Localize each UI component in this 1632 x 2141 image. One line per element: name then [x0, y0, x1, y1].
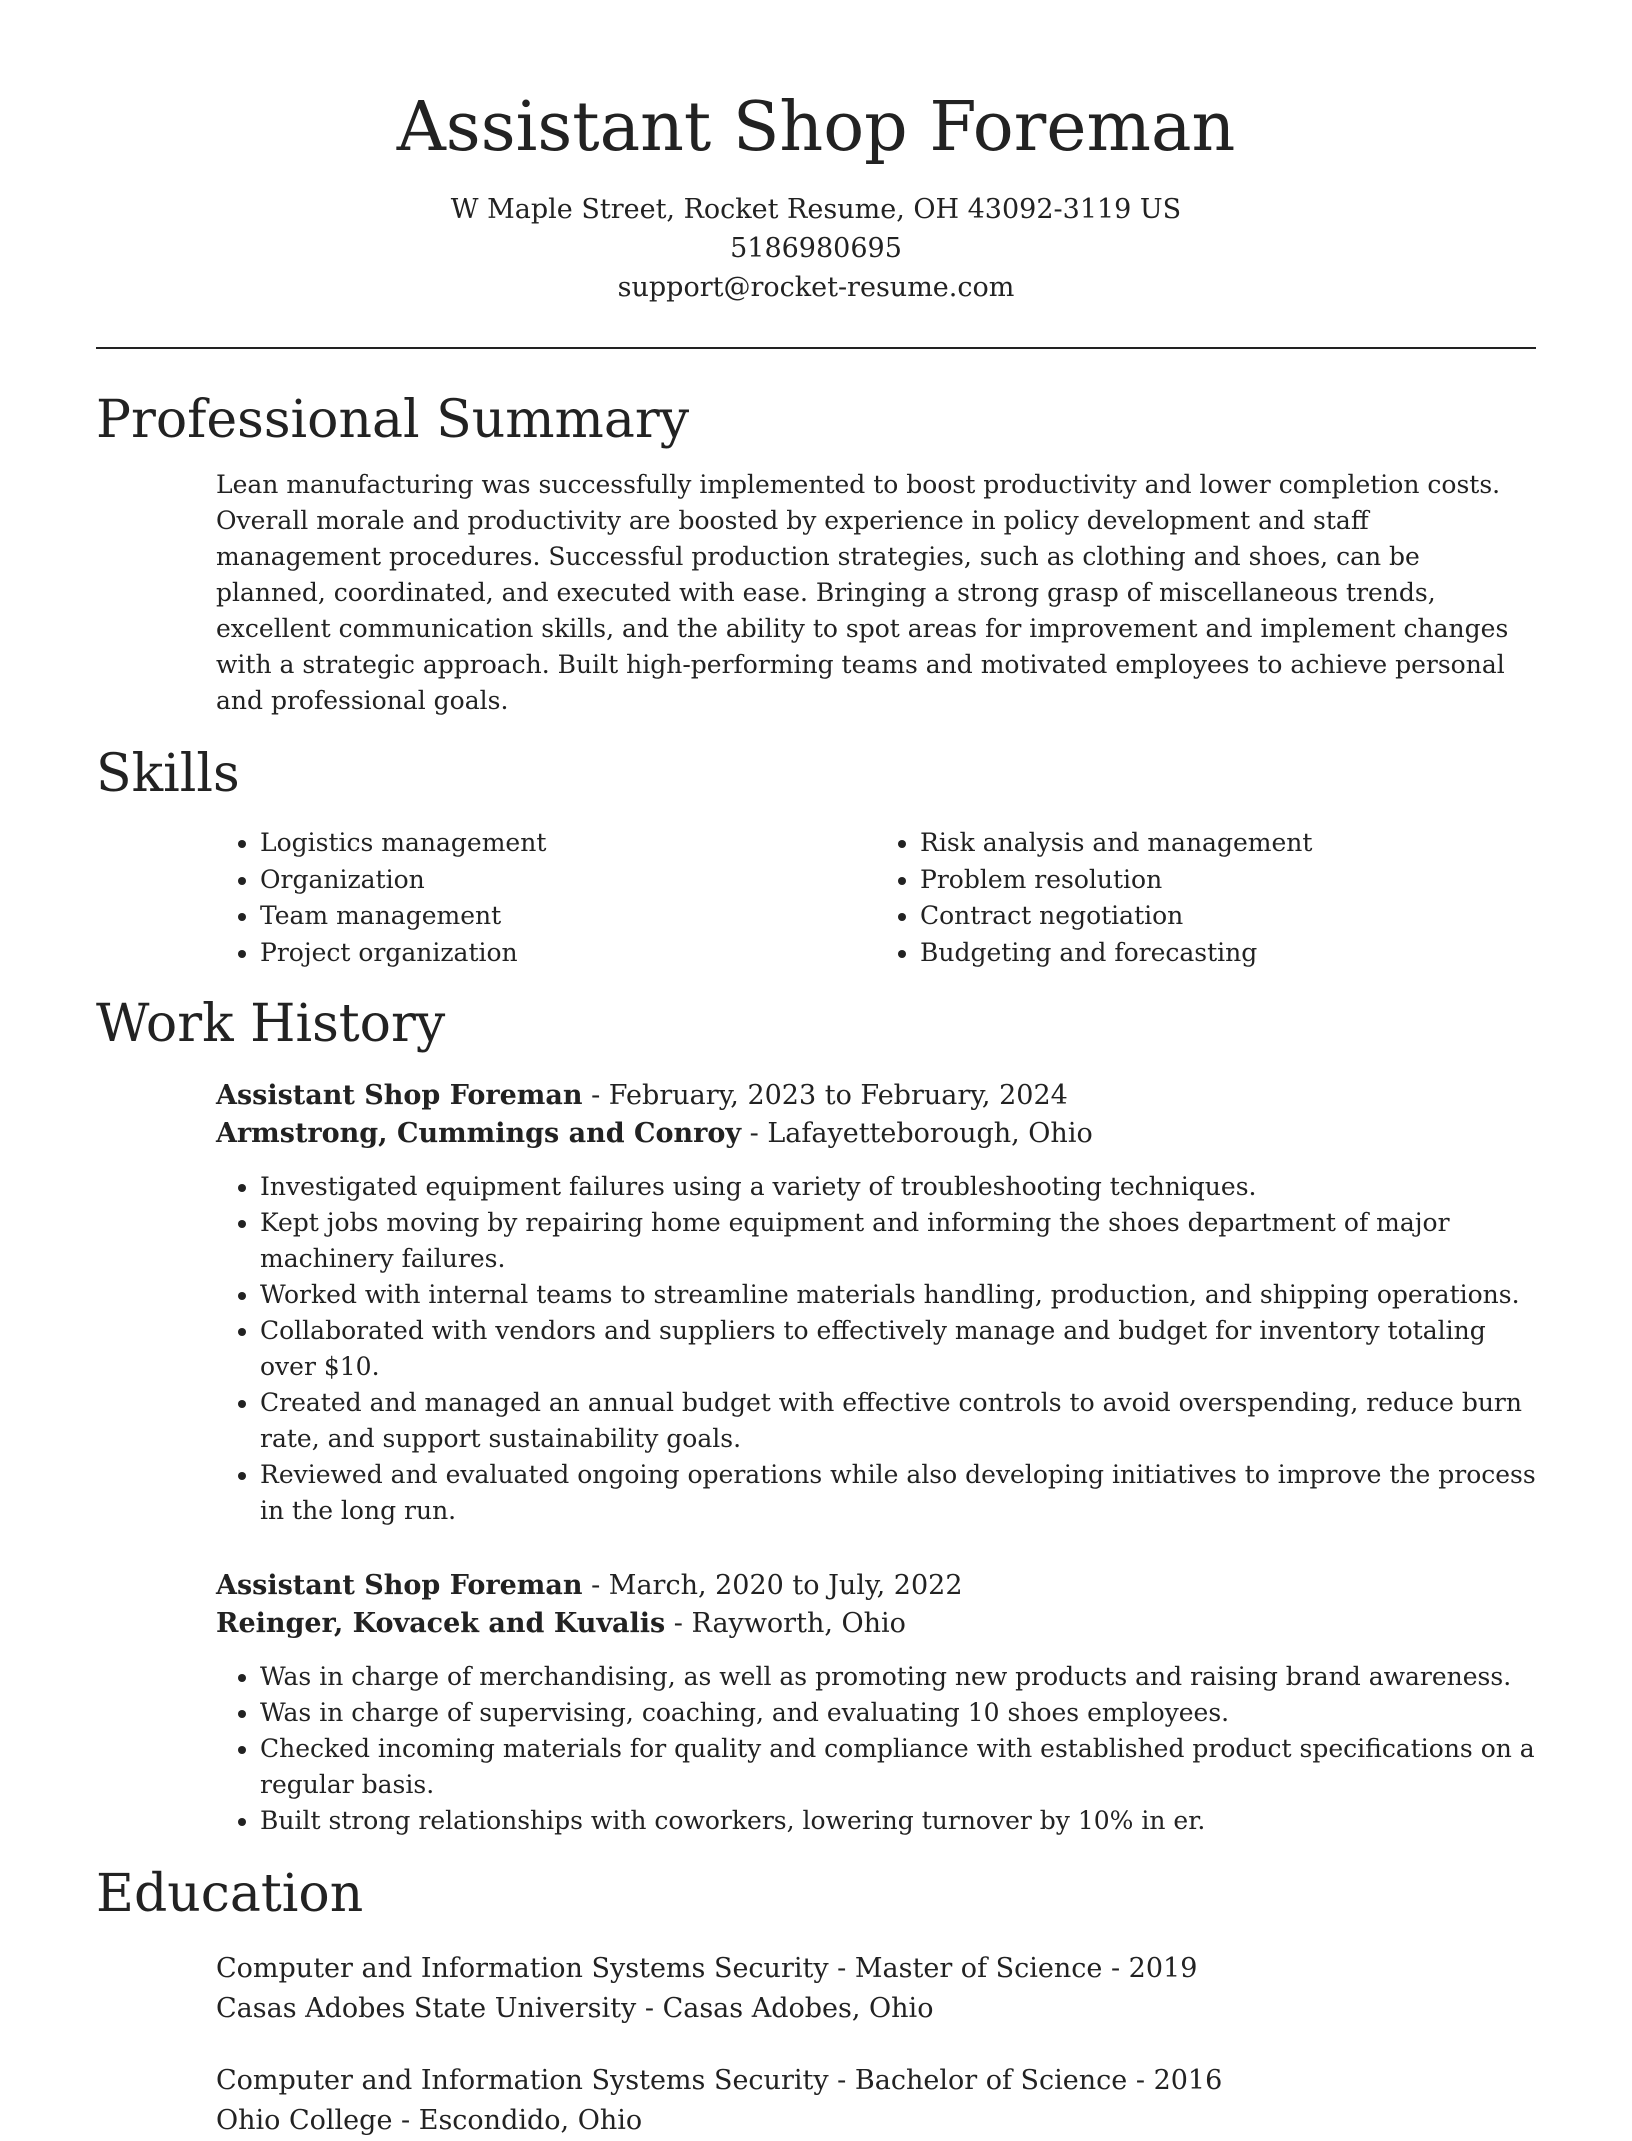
- phone-text: 5186980695: [730, 233, 902, 264]
- job-bullet: • Was in charge of supervising, coaching, and evaluating 10 shoes employees.: [260, 1695, 1536, 1731]
- separator: -: [1102, 1953, 1129, 1984]
- separator: -: [665, 1608, 692, 1639]
- separator: -: [828, 1953, 855, 1984]
- section-heading: Skills: [96, 744, 240, 804]
- job-bullet: • Kept jobs moving by repairing home equipment and informing the shoes department of major machinery failures.: [260, 1205, 1536, 1277]
- job-location: Rayworth, Ohio: [691, 1608, 906, 1639]
- job-bullet: • Investigated equipment failures using a variety of troubleshooting techniques.: [260, 1169, 1536, 1205]
- degree-line: [216, 1949, 1536, 1989]
- education-entry: [216, 2061, 1536, 2141]
- skills-section: [96, 741, 1536, 971]
- section-heading: Education: [96, 1864, 364, 1924]
- school-name: Casas Adobes State University: [216, 1993, 637, 2024]
- resume-header: [96, 0, 1536, 307]
- job-title-line: [216, 1567, 1536, 1605]
- job-company-line: [216, 1115, 1536, 1153]
- section-heading: Work History: [96, 994, 446, 1054]
- job-dates: February, 2023 to February, 2024: [608, 1080, 1068, 1111]
- job-bullet: • Worked with internal teams to streamline materials handling, production, and shipping operations.: [260, 1277, 1536, 1313]
- job-dates: March, 2020 to July, 2022: [608, 1570, 963, 1601]
- job-bullet: • Reviewed and evaluated ongoing operations while also developing initiatives to improve the process in the long run.: [260, 1457, 1536, 1529]
- email-text: support@rocket-resume.com: [617, 272, 1015, 303]
- degree-name: Master of Science: [854, 1953, 1103, 1984]
- job-bullet: • Created and managed an annual budget with effective controls to avoid overspending, reduce burn rate, and support sustainability goals.: [260, 1385, 1536, 1457]
- job-bullet: • Built strong relationships with coworkers, lowering turnover by 10% in er.: [260, 1803, 1536, 1839]
- job-bullet: • Collaborated with vendors and suppliers to effectively manage and budget for inventory totaling over $10.: [260, 1313, 1536, 1385]
- company-name: Reinger, Kovacek and Kuvalis: [216, 1608, 666, 1639]
- skill-item: • Contract negotiation: [920, 898, 1536, 935]
- job-entry: [216, 1567, 1536, 1839]
- skill-item: • Project organization: [260, 935, 876, 972]
- school-location: Escondido, Ohio: [418, 2105, 643, 2136]
- skill-item: • Organization: [260, 862, 876, 899]
- summary-text: Lean manufacturing was successfully implemented to boost productivity and lower completion costs. Overall morale and productivity are boosted by experience in policy development and staff management procedures. Successful production strategies, such as clothing and shoes, can be planned, coordinated, and executed with ease. Bringing a strong grasp of miscellaneous trends, excellent communication skills, and the ability to spot areas for improvement and implement changes with a strategic approach. Built high-performing teams and motivated employees to achieve personal and professional goals.: [216, 470, 1509, 715]
- job-location: Lafayetteborough, Ohio: [767, 1118, 1093, 1149]
- job-title: Assistant Shop Foreman: [216, 1080, 583, 1111]
- job-title-line: [216, 1077, 1536, 1115]
- candidate-name: Assistant Shop Foreman: [396, 88, 1236, 167]
- separator: -: [582, 1570, 609, 1601]
- education-entry: [216, 1949, 1536, 2029]
- skill-item: • Logistics management: [260, 825, 876, 862]
- school-location: Casas Adobes, Ohio: [662, 1993, 934, 2024]
- field-of-study: Computer and Information Systems Security: [216, 2065, 829, 2096]
- company-name: Armstrong, Cummings and Conroy: [216, 1118, 742, 1149]
- job-bullets: [216, 1169, 1536, 1529]
- skills-list: [216, 825, 1536, 971]
- education-section: [96, 1861, 1536, 2141]
- job-bullets: [216, 1659, 1536, 1839]
- separator: -: [582, 1080, 609, 1111]
- field-of-study: Computer and Information Systems Security: [216, 1953, 829, 1984]
- summary-section: [96, 387, 1536, 719]
- job-bullet: • Was in charge of merchandising, as well as promoting new products and raising brand awareness.: [260, 1659, 1536, 1695]
- graduation-year: 2016: [1153, 2065, 1223, 2096]
- job-title: Assistant Shop Foreman: [216, 1570, 583, 1601]
- separator: -: [392, 2105, 419, 2136]
- separator: -: [741, 1118, 768, 1149]
- skill-item: • Budgeting and forecasting: [920, 935, 1536, 972]
- degree-name: Bachelor of Science: [854, 2065, 1128, 2096]
- degree-line: [216, 2061, 1536, 2101]
- job-company-line: [216, 1605, 1536, 1643]
- section-heading: Professional Summary: [96, 390, 690, 450]
- separator: -: [636, 1993, 663, 2024]
- separator: -: [828, 2065, 855, 2096]
- skill-item: • Team management: [260, 898, 876, 935]
- work-history-section: [96, 991, 1536, 1839]
- header-divider: [96, 347, 1536, 349]
- skills-column-left: [216, 825, 876, 971]
- school-name: Ohio College: [216, 2105, 393, 2136]
- separator: -: [1127, 2065, 1154, 2096]
- skills-column-right: [876, 825, 1536, 971]
- graduation-year: 2019: [1128, 1953, 1198, 1984]
- skill-item: • Risk analysis and management: [920, 825, 1536, 862]
- skill-item: • Problem resolution: [920, 862, 1536, 899]
- address-text: W Maple Street, Rocket Resume, OH 43092-3119 US: [450, 194, 1182, 225]
- job-bullet: • Checked incoming materials for quality and compliance with established product specifications on a regular basis.: [260, 1731, 1536, 1803]
- school-line: [216, 1989, 1536, 2029]
- school-line: [216, 2101, 1536, 2141]
- job-entry: [216, 1077, 1536, 1529]
- contact-info: [96, 190, 1536, 307]
